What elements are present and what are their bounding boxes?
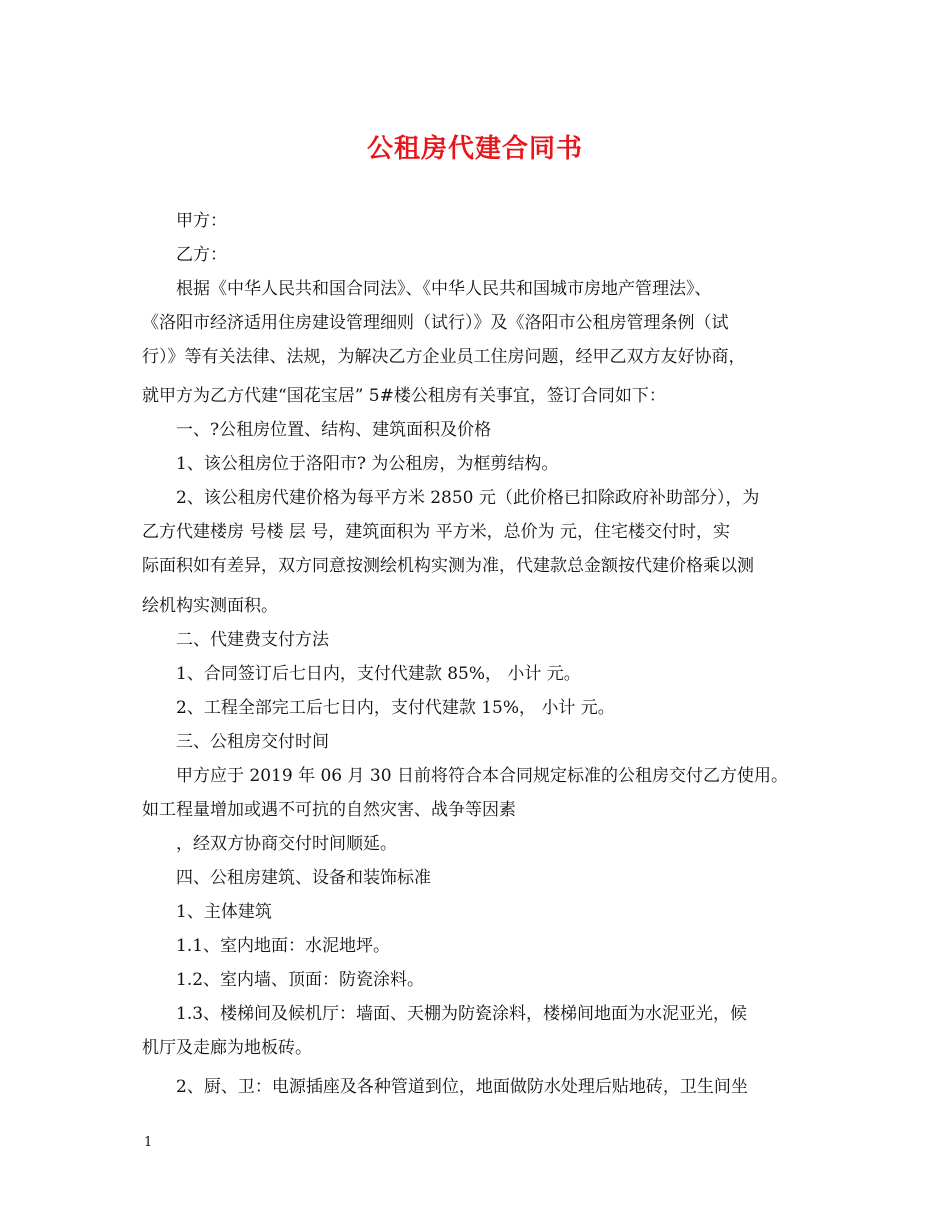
section-heading-1: 一、?公租房位置、结构、建筑面积及价格 <box>176 420 492 440</box>
paragraph-line: 乙方代建楼房 号楼 层 号，建筑面积为 平方米，总价为 元，住宅楼交付时，实 <box>142 522 731 542</box>
party-b-line: 乙方： <box>176 245 227 265</box>
paragraph-line: 甲方应于 2019 年 06 月 30 日前将符合本合同规定标准的公租房交付乙方使用。 <box>176 766 788 786</box>
paragraph-line: 绘机构实测面积。 <box>142 596 278 616</box>
paragraph-line: 1.1、室内地面：水泥地坪。 <box>176 936 391 956</box>
paragraph-line: 1、合同签订后七日内，支付代建款 85%， 小计 元。 <box>176 664 581 684</box>
paragraph-line: 2、厨、卫：电源插座及各种管道到位，地面做防水处理后贴地砖，卫生间坐 <box>176 1077 748 1097</box>
page-number: 1 <box>144 1135 153 1150</box>
paragraph-line: 如工程量增加或遇不可抗的自然灾害、战争等因素 <box>142 800 516 820</box>
section-heading-3: 三、公租房交付时间 <box>176 732 329 752</box>
section-heading-4: 四、公租房建筑、设备和装饰标准 <box>176 868 431 888</box>
paragraph-line: 1、该公租房位于洛阳市? 为公租房，为框剪结构。 <box>176 454 559 474</box>
paragraph-line: ，经双方协商交付时间顺延。 <box>176 834 397 854</box>
paragraph-line: 《洛阳市经济适用住房建设管理细则（试行）》及《洛阳市公租房管理条例（试 <box>142 313 729 333</box>
paragraph-line: 1.2、室内墙、顶面：防瓷涂料。 <box>176 970 425 990</box>
party-a-line: 甲方： <box>176 211 227 231</box>
paragraph-line: 际面积如有差异，双方同意按测绘机构实测为准，代建款总金额按代建价格乘以测 <box>142 556 754 576</box>
paragraph-line: 1.3、楼梯间及候机厅：墙面、天棚为防瓷涂料，楼梯间地面为水泥亚光，候 <box>176 1004 748 1024</box>
paragraph-line: 机厅及走廊为地板砖。 <box>142 1038 312 1058</box>
paragraph-line: 1、主体建筑 <box>176 902 272 922</box>
paragraph-line: 就甲方为乙方代建“国花宝居” 5#楼公租房有关事宜，签订合同如下： <box>142 386 666 406</box>
section-heading-2: 二、代建费支付方法 <box>176 630 329 650</box>
paragraph-line: 根据《中华人民共和国合同法》、《中华人民共和国城市房地产管理法》、 <box>176 279 712 299</box>
document-title: 公租房代建合同书 <box>366 134 583 164</box>
paragraph-line: 2、该公租房代建价格为每平方米 2850 元（此价格已扣除政府补助部分），为 <box>176 488 760 508</box>
paragraph-line: 行）》等有关法律、法规，为解决乙方企业员工住房问题，经甲乙双方友好协商， <box>142 347 746 367</box>
paragraph-line: 2、工程全部完工后七日内，支付代建款 15%， 小计 元。 <box>176 698 615 718</box>
